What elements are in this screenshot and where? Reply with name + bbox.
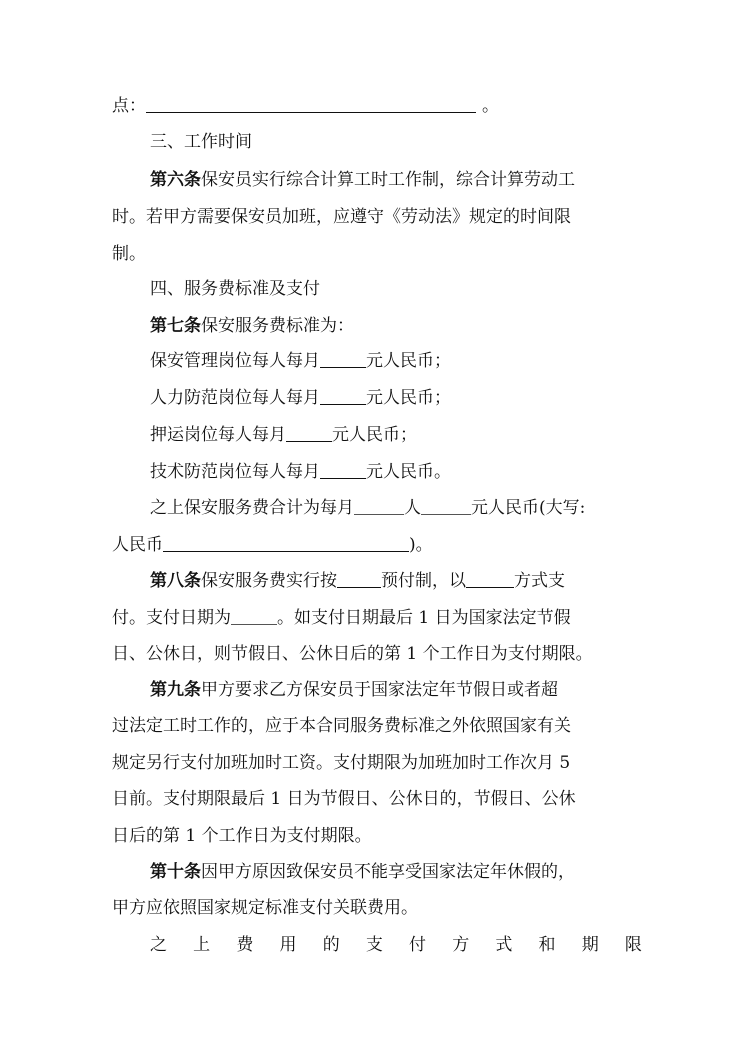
fee-total-line: 之上保安服务费合计为每月 人 元人民币(大写:	[150, 498, 586, 518]
fee-blank	[286, 423, 332, 442]
fee-total-words-line: 人民币 )。	[112, 535, 433, 555]
article-10-line-2: 甲方应依照国家规定标准支付关联费用。	[112, 898, 418, 918]
article-8-label: 第八条	[150, 571, 201, 591]
address-blank	[146, 94, 476, 113]
article-6-line-2: 时。若甲方需要保安员加班，应遵守《劳动法》规定的时间限	[112, 207, 571, 227]
fee-blank	[320, 349, 366, 368]
fee-item-management: 保安管理岗位每人每月 元人民币；	[150, 351, 451, 371]
article-8-line-1: 第八条保安服务费实行按 预付制，以 方式支	[150, 571, 565, 591]
article-7-line: 第七条保安服务费标准为：	[150, 316, 354, 336]
total-blank-amount	[421, 496, 471, 515]
address-line: 点： 。	[112, 96, 499, 116]
fee-blank	[320, 386, 366, 405]
fee-item-technical: 技术防范岗位每人每月 元人民币。	[150, 462, 451, 482]
article-9-line-3: 规定另行支付加班加时工资。支付期限为加班加时工作次月 5	[112, 753, 571, 773]
payment-method-blank	[466, 569, 514, 588]
fee-item-manpower: 人力防范岗位每人每月 元人民币；	[150, 388, 451, 408]
fee-blank	[320, 460, 366, 479]
article-6-line-3: 制。	[112, 244, 146, 264]
payment-date-blank	[231, 606, 277, 625]
total-blank-people	[354, 496, 404, 515]
article-9-line-5: 日后的第 1 个工作日为支付期限。	[112, 826, 372, 846]
article-9-line-1: 第九条甲方要求乙方保安员于国家法定年节假日或者超	[150, 680, 558, 700]
fee-item-escort: 押运岗位每人每月 元人民币；	[150, 425, 417, 445]
article-10-line-1: 第十条因甲方原因致保安员不能享受国家法定年休假的，	[150, 862, 575, 882]
payment-terms-line: 之 上 费 用 的 支 付 方 式 和 期 限	[150, 935, 642, 955]
article-8-line-2: 付。支付日期为 。如支付日期最后 1 日为国家法定节假	[112, 608, 571, 628]
article-9-line-2: 过法定工时工作的，应于本合同服务费标准之外依照国家有关	[112, 716, 571, 736]
article-9-label: 第九条	[150, 680, 201, 700]
article-7-label: 第七条	[150, 316, 201, 336]
article-6-label: 第六条	[150, 170, 201, 190]
article-6-line-1: 第六条保安员实行综合计算工时工作制，综合计算劳动工	[150, 170, 575, 190]
total-words-blank	[163, 533, 409, 552]
section-heading-work-time: 三、工作时间	[150, 132, 252, 152]
prepay-blank	[337, 569, 381, 588]
article-9-line-4: 日前。支付期限最后 1 日为节假日、公休日的，节假日、公休	[112, 789, 576, 809]
article-10-label: 第十条	[150, 862, 201, 882]
section-heading-fees: 四、服务费标准及支付	[150, 279, 320, 299]
article-8-line-3: 日、公休日，则节假日、公休日后的第 1 个工作日为支付期限。	[112, 644, 593, 664]
